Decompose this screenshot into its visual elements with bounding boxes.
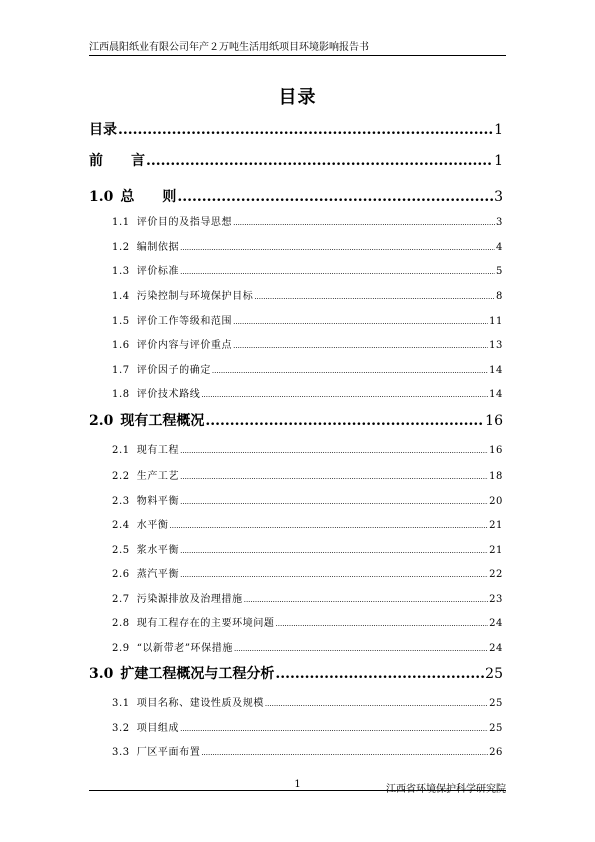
toc-entry-page: 18 <box>489 471 503 482</box>
toc-entry-page: 24 <box>489 618 503 629</box>
toc-entry[interactable] <box>112 361 503 376</box>
toc-entry-page: 8 <box>496 291 503 302</box>
toc-entry-title: 物料平衡 <box>136 496 180 507</box>
toc-dot-leader <box>201 391 488 399</box>
toc-entry[interactable] <box>112 565 503 580</box>
toc-entry-title: 浆水平衡 <box>136 545 180 556</box>
toc-entry-page: 1 <box>494 153 503 169</box>
toc-dot-leader <box>233 318 488 326</box>
toc-entry[interactable] <box>112 238 503 253</box>
toc-entry-number: 1.5 <box>112 316 130 327</box>
toc-entry-title: 编制依据 <box>136 242 180 253</box>
toc-entry-number: 2.9 <box>112 643 130 654</box>
toc-entry[interactable] <box>89 410 503 430</box>
toc-entry-title: 蒸汽平衡 <box>136 569 180 580</box>
toc-entry-title: 目录 <box>89 122 117 138</box>
toc-entry[interactable] <box>89 119 503 139</box>
toc-entry-number: 1.3 <box>112 266 130 277</box>
toc-entry-title: 污染源排放及治理措施 <box>136 594 243 605</box>
toc-entry-title: 厂区平面布置 <box>136 747 201 758</box>
toc-entry-title: 生产工艺 <box>136 471 180 482</box>
toc-entry-number: 2.0 <box>89 413 114 429</box>
toc-entry-page: 26 <box>489 747 503 758</box>
toc-entry[interactable] <box>112 516 503 531</box>
page-number: 1 <box>294 779 301 790</box>
toc-entry-page: 14 <box>489 365 503 376</box>
page-title: 目录 <box>278 87 317 108</box>
toc-entry[interactable] <box>89 663 503 683</box>
toc-entry[interactable] <box>112 385 503 400</box>
toc-dot-leader <box>118 122 493 138</box>
toc-entry-title: 项目名称、建设性质及规模 <box>136 698 264 709</box>
toc-entry[interactable] <box>112 743 503 758</box>
toc-dot-leader <box>212 367 488 375</box>
toc-entry-page: 5 <box>496 266 503 277</box>
toc-entry-page: 25 <box>489 698 503 709</box>
toc-dot-leader <box>234 645 488 653</box>
toc-entry[interactable] <box>112 719 503 734</box>
footer-organization: 江西省环境保护科学研究院 <box>386 784 506 795</box>
toc-dot-leader <box>276 620 489 628</box>
toc-entry-page: 20 <box>489 496 503 507</box>
toc-dot-leader <box>244 596 488 604</box>
toc-dot-leader <box>265 700 488 708</box>
toc-entry-number: 2.1 <box>112 445 130 456</box>
page-header: 江西晨阳纸业有限公司年产２万吨生活用纸项目环境影响报告书 <box>89 42 369 53</box>
toc-entry-number: 1.8 <box>112 389 130 400</box>
toc-dot-leader <box>180 547 488 555</box>
toc-dot-leader <box>170 522 489 530</box>
toc-entry[interactable] <box>112 312 503 327</box>
toc-entry-title: 项目组成 <box>136 723 180 734</box>
toc-entry-page: 16 <box>489 445 503 456</box>
toc-entry-page: 24 <box>489 643 503 654</box>
toc-dot-leader <box>205 413 484 429</box>
toc-entry-title: 扩建工程概况与工程分析 <box>120 666 275 682</box>
toc-entry-page: 13 <box>489 340 503 351</box>
toc-entry-number: 1.4 <box>112 291 130 302</box>
toc-entry-page: 3 <box>496 217 503 228</box>
toc-entry-title: 现有工程概况 <box>120 413 205 429</box>
toc-entry-title: 评价因子的确定 <box>136 365 211 376</box>
toc-entry-title: 现有工程存在的主要环境问题 <box>136 618 275 629</box>
toc-entry-page: 3 <box>494 189 503 205</box>
toc-dot-leader <box>146 153 493 169</box>
toc-entry-number: 2.6 <box>112 569 130 580</box>
toc-entry-number: 1.0 <box>89 189 114 205</box>
toc-dot-leader <box>180 268 495 276</box>
toc-entry-number: 1.6 <box>112 340 130 351</box>
toc-dot-leader <box>180 447 488 455</box>
toc-entry-number: 2.4 <box>112 520 130 531</box>
toc-entry-title: 前 言 <box>89 153 145 169</box>
toc-entry-title: 评价标准 <box>136 266 180 277</box>
toc-entry-number: 2.5 <box>112 545 130 556</box>
toc-entry-page: 14 <box>489 389 503 400</box>
toc-entry-page: 1 <box>494 122 503 138</box>
toc-entry[interactable] <box>112 467 503 482</box>
toc-dot-leader <box>233 219 495 227</box>
toc-entry-page: 25 <box>485 666 503 682</box>
toc-entry-title: 评价内容与评价重点 <box>136 340 233 351</box>
toc-entry-number: 3.0 <box>89 666 114 682</box>
toc-entry-title: 评价技术路线 <box>136 389 201 400</box>
toc-dot-leader <box>180 725 488 733</box>
toc-dot-leader <box>233 342 488 350</box>
toc-entry-page: 21 <box>489 520 503 531</box>
toc-entry[interactable] <box>112 614 503 629</box>
toc-dot-leader <box>180 571 488 579</box>
toc-entry[interactable] <box>112 336 503 351</box>
toc-entry-page: 21 <box>489 545 503 556</box>
toc-entry-title: 评价工作等级和范围 <box>136 316 233 327</box>
toc-entry[interactable] <box>112 492 503 507</box>
toc-entry[interactable] <box>112 694 503 709</box>
toc-dot-leader <box>201 749 488 757</box>
toc-entry-page: 16 <box>485 413 503 429</box>
toc-entry-page: 4 <box>496 242 503 253</box>
toc-entry[interactable] <box>112 213 503 228</box>
toc-entry-number: 1.7 <box>112 365 130 376</box>
toc-entry[interactable] <box>89 150 503 170</box>
toc-entry-title: 总 则 <box>120 189 177 205</box>
toc-entry-number: 3.2 <box>112 723 130 734</box>
toc-entry[interactable] <box>112 541 503 556</box>
header-rule <box>89 55 506 56</box>
toc-entry-number: 2.8 <box>112 618 130 629</box>
toc-entry-number: 3.3 <box>112 747 130 758</box>
toc-dot-leader <box>180 473 488 481</box>
toc-entry[interactable] <box>89 186 503 206</box>
toc-entry-title: “以新带老”环保措施 <box>136 643 233 654</box>
toc-dot-leader <box>177 189 493 205</box>
toc-entry-page: 22 <box>489 569 503 580</box>
toc-entry-number: 1.2 <box>112 242 130 253</box>
toc-entry-number: 2.3 <box>112 496 130 507</box>
toc-entry-title: 现有工程 <box>136 445 180 456</box>
toc-entry[interactable] <box>112 287 503 302</box>
toc-dot-leader <box>275 666 484 682</box>
toc-entry-number: 3.1 <box>112 698 130 709</box>
toc-entry-title: 评价目的及指导思想 <box>136 217 233 228</box>
toc-entry-number: 1.1 <box>112 217 130 228</box>
toc-entry-page: 23 <box>489 594 503 605</box>
toc-entry[interactable] <box>112 639 503 654</box>
toc-entry[interactable] <box>112 262 503 277</box>
toc-dot-leader <box>180 244 495 252</box>
toc-dot-leader <box>180 498 488 506</box>
toc-entry-number: 2.7 <box>112 594 130 605</box>
toc-entry[interactable] <box>112 590 503 605</box>
toc-entry-title: 水平衡 <box>136 520 169 531</box>
toc-entry[interactable] <box>112 441 503 456</box>
toc-dot-leader <box>254 293 495 301</box>
toc-entry-title: 污染控制与环境保护目标 <box>136 291 254 302</box>
toc-entry-page: 11 <box>489 316 503 327</box>
toc-entry-page: 25 <box>489 723 503 734</box>
toc-entry-number: 2.2 <box>112 471 130 482</box>
